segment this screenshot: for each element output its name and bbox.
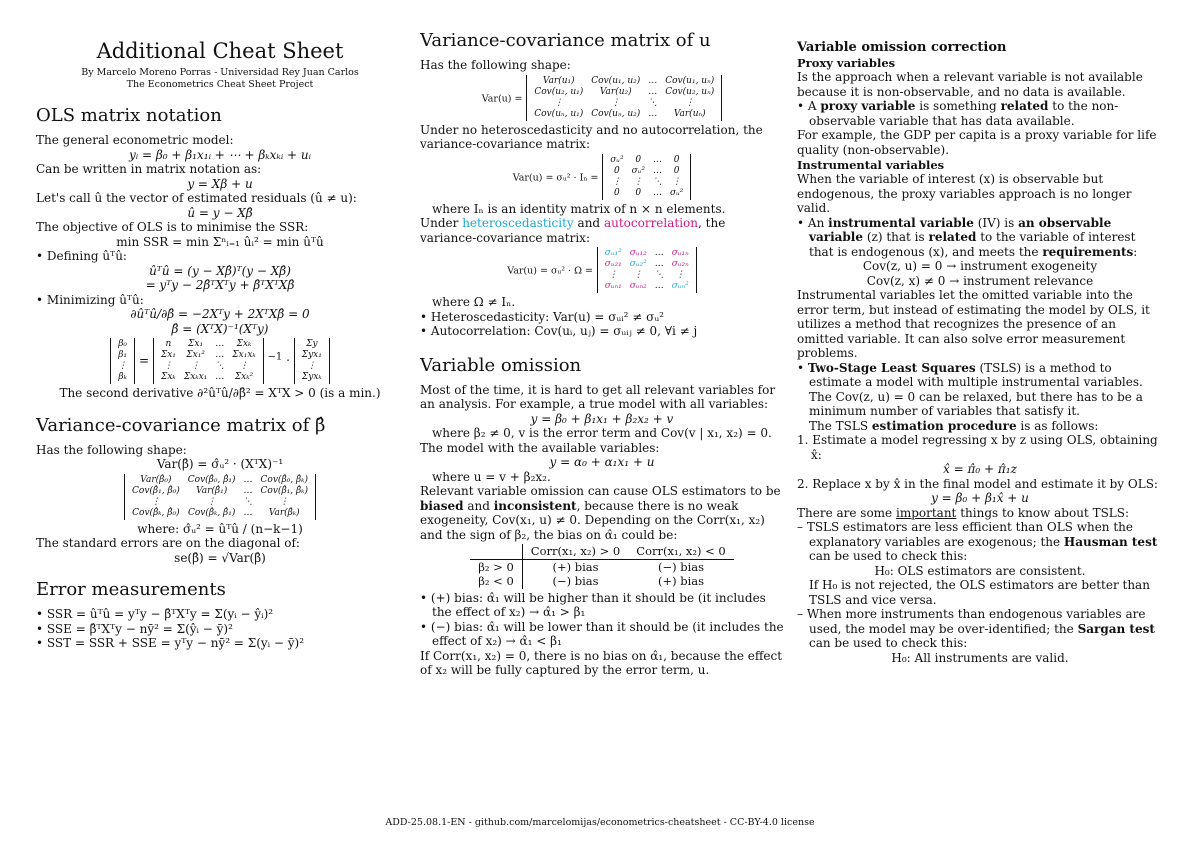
matrix-cell: ⋮ <box>207 496 217 507</box>
matrix-cell: … <box>243 474 253 485</box>
matrix-cell: σᵤ₂ₙ <box>671 259 689 269</box>
vcb-heading: Variance-covariance matrix of β̂ <box>36 414 326 436</box>
iv-h: requirements <box>1042 244 1134 259</box>
things-b: important <box>895 505 957 520</box>
matrix-cell: ⋮ <box>611 97 621 108</box>
matrix-cell: Var(β̂ₖ) <box>268 507 300 518</box>
bias-cell: (+) bias <box>657 574 705 588</box>
and-word: and <box>577 216 601 230</box>
matrix-cell: 0 <box>614 165 620 176</box>
vcu-matrix3-row <box>420 247 784 293</box>
matrix-cell: Σx₁ <box>160 350 176 360</box>
matrix-row <box>157 372 260 383</box>
matrix-cell: Var(uₙ) <box>673 108 706 119</box>
d2-b: Sargan test <box>1077 621 1155 636</box>
matrix-cell: Cov(β̂₀, β̂₁) <box>187 474 236 485</box>
matrix-cell: Cov(β̂₀, β̂ₖ) <box>260 474 308 485</box>
matrix-cell: Var(β̂₀) <box>140 474 172 485</box>
matrix-cell: … <box>215 339 225 349</box>
iv-f: related <box>928 230 977 244</box>
bias-table-corner <box>470 544 522 559</box>
auto-item-text: Autocorrelation: Cov(uᵢ, uⱼ) = σᵤᵢⱼ ≠ 0, ∀i ≠ j <box>430 324 698 338</box>
vcb-se-eq: se(β̂) = √Var(β̂) <box>174 550 266 565</box>
ols-second-derivative: The second derivative ∂²ûᵀû/∂β̂² = XᵀX > 0 (is a min.) <box>59 386 381 400</box>
matrix-cell: ⋮ <box>118 361 128 371</box>
matrix-cell: … <box>648 75 658 86</box>
err-item: • SSR = ûᵀû = yᵀy − β̂ᵀXᵀy = Σ(yᵢ − ŷᵢ)² <box>36 607 274 621</box>
d1-b: Hausman test <box>1063 534 1158 549</box>
matrix-cell: Σxₖ² <box>234 372 254 382</box>
sargan-item <box>797 607 1163 651</box>
matrix-cell: … <box>648 108 658 119</box>
matrix-row <box>606 188 687 199</box>
err-sse: SSE = β̂ᵀXᵀy − nȳ² = Σ(ŷᵢ − ȳ)² <box>46 621 233 636</box>
things <box>797 506 1163 521</box>
auto-item: • Autocorrelation: Cov(uᵢ, uⱼ) = σᵤᵢⱼ ≠ 0, ∀i ≠ j <box>420 324 698 338</box>
matrix-cell: Cov(uₙ, u₁) <box>534 108 584 119</box>
vo-p1: Most of the time, it is hard to get all relevant variables for an analysis. For example, a true model with all variables: <box>420 382 776 411</box>
matrix-cell: Var(β̂₁) <box>196 485 228 496</box>
vcu-lhs: Var(u) = <box>481 93 523 104</box>
matrix-cell: 0 <box>673 154 680 165</box>
matrix-row <box>298 339 326 350</box>
omega-matrix <box>597 247 697 293</box>
proxy-example: For example, the GDP per capita is a proxy variable for life quality (non-observable). <box>797 128 1157 157</box>
matrix-cell: ⋮ <box>307 361 317 371</box>
hausman-item <box>797 520 1163 564</box>
matrix-row <box>298 361 326 372</box>
iv-p2: Instrumental variables let the omitted variable into the error term, but instead of estimating the model by OLS, it utilizes a method that recognizes the presence of an omitted variable. It can also solve error measurement problems. <box>797 288 1150 360</box>
inverse-mark: −1 <box>267 351 283 363</box>
matrix-cell: σᵤ₁ₙ <box>671 248 689 258</box>
neg-bias-text: (−) bias: α̂₁ will be lower than it should be (it includes the effect of x₂) → α̂₁ < β₁ <box>430 619 784 648</box>
matrix-cell: Σxₖ <box>236 339 252 349</box>
ols-minimizing: • Minimizing ûᵀû: <box>36 292 144 307</box>
matrix-row <box>601 281 693 292</box>
step2-eq: y = β₀ + β₁x̂ + u <box>931 491 1029 505</box>
neg-bias-item: • (−) bias: α̂₁ will be lower than it should be (it includes the effect of x₂) → α̂₁ < β₁ <box>420 619 784 648</box>
matrix-cell: Cov(β̂ₖ, β̂₀) <box>132 507 180 518</box>
matrix-cell: β₀ <box>118 339 128 349</box>
matrix-cell: … <box>215 350 225 360</box>
matrix-cell: βₖ <box>118 372 127 382</box>
proxy-c: is something <box>919 99 997 113</box>
ols-beta-hat: β̂ = (XᵀX)⁻¹(Xᵀy) <box>171 321 269 336</box>
err-item: • SSE = β̂ᵀXᵀy − nȳ² = Σ(ŷᵢ − ȳ)² <box>36 621 233 636</box>
matrix-cell: ⋮ <box>279 496 289 507</box>
matrix-cell: ⋮ <box>554 97 564 108</box>
matrix-row <box>530 87 718 98</box>
matrix-row <box>530 98 718 109</box>
matrix-cell: σᵤ₂² <box>629 259 647 269</box>
matrix-cell: Σyx₁ <box>301 350 322 360</box>
tsls-a: Two-Stage Least Squares <box>807 360 976 375</box>
vcu-matrix-row <box>420 75 784 121</box>
matrix-row <box>530 76 718 87</box>
matrix-row <box>128 475 312 486</box>
vo-p2 <box>420 484 784 542</box>
iv-g: to the variable of interest that is endogenous (x), and meets the <box>809 230 1136 259</box>
ols-matrix-expansion <box>36 338 404 384</box>
voc-heading: Variable omission correction <box>797 40 1007 55</box>
matrix-cell: ⋮ <box>675 270 685 280</box>
matrix-cell: Cov(u₂, uₙ) <box>665 86 715 97</box>
ols-defining-text: Defining ûᵀû: <box>46 249 127 263</box>
matrix-row <box>601 270 693 281</box>
xtx-matrix <box>153 338 264 384</box>
ols-matrix-eq: y = Xβ + u <box>187 176 253 191</box>
matrix-cell: ⋮ <box>633 176 643 187</box>
matrix-row <box>157 339 260 350</box>
matrix-cell: σᵤ₂₁ <box>604 259 622 269</box>
ols-defining: • Defining ûᵀû: <box>36 249 127 263</box>
matrix-cell: ⋮ <box>163 361 173 371</box>
author-line: By Marcelo Moreno Porras - Universidad Rey Juan Carlos <box>81 67 359 78</box>
matrix-row <box>114 339 131 350</box>
matrix-cell: 0 <box>635 154 642 165</box>
tsls-proc-b: estimation procedure <box>871 418 1017 433</box>
vcu-where-in: where Iₙ is an identity matrix of n × n elements. <box>432 201 726 216</box>
het-item-text: Heteroscedasticity: Var(u) = σᵤᵢ² ≠ σᵤ² <box>430 309 664 324</box>
matrix-cell: Σy <box>306 339 318 349</box>
vcb-eq: Var(β̂) = σ̂ᵤ² · (XᵀX)⁻¹ <box>156 457 284 471</box>
xty-vector <box>294 338 330 384</box>
vcb-matrix <box>124 474 316 520</box>
vcu-no-het: Under no heteroscedasticity and no autocorrelation, the variance-covariance matrix: <box>420 122 763 151</box>
matrix-cell: Var(u₂) <box>599 86 632 97</box>
vo-avail-model: y = α₀ + α₁x₁ + u <box>549 455 655 469</box>
matrix-cell: ⋮ <box>608 270 618 280</box>
identity-matrix <box>602 154 691 200</box>
matrix-cell: … <box>654 248 664 258</box>
matrix-cell: ⋱ <box>243 496 253 507</box>
ols-can-write: Can be written in matrix notation as: <box>36 162 262 176</box>
ols-resid-text: Let's call û the vector of estimated residuals (û ≠ u): <box>36 191 357 205</box>
ols-intro: The general econometric model: <box>36 133 234 147</box>
matrix-cell: Cov(u₂, u₁) <box>534 86 584 97</box>
vo-where-v: where β₂ ≠ 0, v is the error term and Cov(v | x₁, x₂) = 0. <box>432 426 772 440</box>
proxy-a: A <box>807 99 817 113</box>
vo-true-model: y = β₀ + β₁x₁ + β₂x₂ + v <box>530 411 674 426</box>
matrix-cell: Σyxₖ <box>301 372 322 382</box>
iv-b: instrumental variable <box>828 215 974 230</box>
auto-term: autocorrelation <box>603 216 699 230</box>
vcu-lhs3: Var(u) = σᵤ² · Ω = <box>507 265 593 277</box>
tsls-proc-a: The TSLS <box>809 418 869 433</box>
footer: ADD-25.08.1-EN - github.com/marcelomijas/econometrics-cheatsheet - CC-BY-4.0 license <box>385 817 815 828</box>
ols-min-deriv: ∂ûᵀû/∂β̂ = −2Xᵀy + 2XᵀXβ̂ = 0 <box>130 307 310 321</box>
matrix-cell: Σx₁ <box>188 339 204 349</box>
bias-col-negative: Corr(x₁, x₂) < 0 <box>628 544 733 559</box>
matrix-cell: β₁ <box>118 350 128 360</box>
pos-bias-text: (+) bias: α̂₁ will be higher than it should be (it includes the effect of x₂) → α̂₁ > β₁ <box>430 590 766 619</box>
vcb-where: where: σ̂ᵤ² = ûᵀû / (n−k−1) <box>137 521 303 536</box>
matrix-cell: Cov(u₁, u₂) <box>591 75 641 86</box>
matrix-cell: σᵤ₁₂ <box>629 248 647 258</box>
ols-minimizing-text: Minimizing ûᵀû: <box>46 292 144 307</box>
matrix-row <box>157 361 260 372</box>
iv-heading: Instrumental variables <box>797 158 945 172</box>
under-word: Under <box>420 216 459 230</box>
d1-c: can be used to check this: <box>809 549 968 563</box>
matrix-cell: σᵤₙ² <box>671 281 689 291</box>
ols-objective: The objective of OLS is to minimise the SSR: <box>36 220 309 234</box>
bias-col-positive: Corr(x₁, x₂) > 0 <box>522 544 628 559</box>
vo-avail: The model with the available variables: <box>420 440 660 455</box>
matrix-cell: ⋮ <box>151 496 161 507</box>
ols-def-eq1: ûᵀû = (y − Xβ̂)ᵀ(y − Xβ̂) <box>149 263 291 278</box>
het-term: heteroscedasticity <box>462 216 574 230</box>
beta-vector <box>110 338 135 384</box>
bias-row-label: β₂ > 0 <box>470 559 522 574</box>
matrix-cell: Cov(β̂ₖ, β̂₁) <box>187 507 236 518</box>
iv-item: • An instrumental variable (IV) is an observable variable (z) that is related to the variable of interest that is endogenous (x), and meets the requirements: <box>797 215 1138 259</box>
matrix-cell: … <box>215 372 225 382</box>
dot-sign: · <box>286 353 294 368</box>
matrix-cell: Σx₁² <box>186 350 205 360</box>
vo-heading: Variable omission <box>420 354 582 376</box>
matrix-row <box>298 350 326 361</box>
matrix-cell: 0 <box>673 165 680 176</box>
matrix-cell: ⋱ <box>652 176 662 187</box>
vcb-matrix-row <box>36 474 404 520</box>
matrix-cell: σᵤₙ₁ <box>604 281 622 291</box>
proxy-item: • A proxy variable is something related to the non-observable variable that has data available. <box>797 99 1119 128</box>
matrix-cell: Cov(u₁, uₙ) <box>665 75 715 86</box>
err-heading: Error measurements <box>36 579 226 600</box>
matrix-cell: … <box>243 507 253 518</box>
pos-bias-item: • (+) bias: α̂₁ will be higher than it should be (it includes the effect of x₂) → α̂₁ > β₁ <box>420 590 766 619</box>
vo-and: and <box>467 498 490 513</box>
vcu-heading: Variance-covariance matrix of u <box>420 30 711 51</box>
het-item: • Heteroscedasticity: Var(u) = σᵤᵢ² ≠ σᵤ² <box>420 309 664 324</box>
table-row <box>470 574 733 589</box>
tsls-b: (TSLS) is a method to estimate a model with multiple instrumental variables. The Cov(z, u) = 0 can be relaxed, but there has to be a minimum number of variables that satisfy it. <box>809 360 1143 418</box>
ols-heading: OLS matrix notation <box>36 105 222 126</box>
step1-eq: x̂ = π̂₀ + π̂₁z <box>943 462 1017 476</box>
vcb-se-text: The standard errors are on the diagonal of: <box>36 536 300 550</box>
matrix-row <box>128 508 312 519</box>
iv-c: (IV) is <box>977 215 1015 230</box>
matrix-cell: ⋱ <box>654 270 664 280</box>
step1: 1. Estimate a model regressing x by z using OLS, obtaining x̂: <box>797 433 1158 462</box>
proxy-p: Is the approach when a relevant variable is not available because it is non-observable, and no data is available. <box>797 70 1143 99</box>
ols-resid-eq: û = y − Xβ̂ <box>187 205 253 220</box>
matrix-row <box>114 350 131 361</box>
equals-sign: = <box>138 353 153 368</box>
req2: Cov(z, x) ≠ 0 → instrument relevance <box>866 273 1094 288</box>
matrix-cell: … <box>654 281 664 291</box>
vc-suffix: , the variance-covariance matrix: <box>420 216 726 245</box>
matrix-cell: ⋮ <box>239 361 249 371</box>
matrix-cell: ⋮ <box>672 176 682 187</box>
column-2 <box>420 30 784 678</box>
bias-cell: (+) bias <box>552 559 599 574</box>
matrix-cell: Cov(β̂₁, β̂₀) <box>132 485 180 496</box>
matrix-row <box>606 166 687 177</box>
matrix-cell: σᵤ² <box>610 154 624 165</box>
matrix-row <box>114 372 131 383</box>
matrix-row <box>606 155 687 166</box>
vo-p3: If Corr(x₁, x₂) = 0, there is no bias on α̂₁, because the effect of x₂ will be fully captured by the error term, u. <box>420 648 783 677</box>
matrix-row <box>601 248 693 259</box>
iv-e: (z) that is <box>866 230 925 244</box>
matrix-row <box>128 497 312 508</box>
tsls-proc <box>797 419 1163 434</box>
matrix-cell: Σxₖx₁ <box>183 372 208 382</box>
ols-model-eq: yᵢ = β₀ + β₁x₁ᵢ + ⋯ + βₖxₖᵢ + uᵢ <box>128 147 312 162</box>
matrix-cell: σᵤₙ₂ <box>629 281 647 291</box>
tsls-proc-c: is as follows: <box>1020 418 1099 433</box>
bias-table-header <box>470 544 733 559</box>
iv-p: When the variable of interest (x) is observable but endogenous, the proxy variables approach is no longer valid. <box>797 172 1132 215</box>
matrix-cell: ⋮ <box>685 97 695 108</box>
matrix-cell: … <box>652 154 662 165</box>
matrix-cell: ⋱ <box>215 361 225 371</box>
matrix-cell: … <box>654 259 664 269</box>
vcu-where-omega: where Ω ≠ Iₙ. <box>432 295 516 309</box>
vo-p2-a: Relevant variable omission can cause OLS estimators to be <box>420 484 781 498</box>
matrix-cell: 0 <box>635 187 642 198</box>
ols-min-eq: min SSR = min Σⁿᵢ₌₁ ûᵢ² = min ûᵀû <box>116 234 324 249</box>
things-c: things to know about TSLS: <box>960 505 1130 520</box>
things-a: There are some <box>797 505 893 520</box>
vo-where-u: where u = v + β₂x₂. <box>432 469 551 484</box>
matrix-cell: ⋮ <box>633 270 643 280</box>
matrix-cell: σᵤ² <box>669 187 684 198</box>
h0-hausman: H₀: OLS estimators are consistent. <box>874 563 1086 578</box>
iv-d: an observable variable <box>809 215 1112 244</box>
matrix-cell: σᵤ₁² <box>604 248 622 258</box>
bias-cell: (−) bias <box>657 559 705 574</box>
vcu-matrix <box>526 75 722 121</box>
matrix-cell: n <box>165 339 172 349</box>
vcu-under <box>420 216 784 245</box>
column-3 <box>797 30 1163 665</box>
d2-c: can be used to check this: <box>809 636 968 650</box>
matrix-cell: Var(u₁) <box>542 75 575 86</box>
d1-a: – TSLS estimators are less efficient than OLS when the explanatory variables are exogenous; the <box>797 520 1134 549</box>
matrix-cell: Cov(β̂₁, β̂ₖ) <box>260 485 308 496</box>
inconsistent-word: inconsistent <box>493 498 577 513</box>
matrix-cell: 0 <box>614 187 620 198</box>
matrix-cell: Σx₁xₖ <box>232 350 256 360</box>
proxy-e: to the non-observable variable that has data available. <box>809 99 1119 128</box>
h0-sargan: H₀: All instruments are valid. <box>891 650 1069 665</box>
req1: Cov(z, u) = 0 → instrument exogeneity <box>862 259 1098 273</box>
page-title: Additional Cheat Sheet <box>96 39 344 63</box>
matrix-row <box>157 350 260 361</box>
ols-def-eq2: = yᵀy − 2β̂ᵀXᵀy + β̂ᵀXᵀXβ̂ <box>145 278 295 292</box>
err-item: • SST = SSR + SSE = yᵀy − nȳ² = Σ(yᵢ − ȳ)² <box>36 636 305 650</box>
matrix-cell: ⋮ <box>191 361 201 371</box>
matrix-cell: … <box>652 187 662 198</box>
matrix-cell: ⋮ <box>612 176 622 187</box>
matrix-row <box>601 259 693 270</box>
matrix-cell: Cov(uₙ, u₂) <box>591 108 641 119</box>
matrix-row <box>606 177 687 188</box>
matrix-cell: Σxₖ <box>160 372 176 382</box>
matrix-cell: … <box>652 165 662 176</box>
matrix-row <box>298 372 326 383</box>
proxy-heading: Proxy variables <box>797 56 896 70</box>
d1-d: If H₀ is not rejected, the OLS estimators are better than TSLS and vice versa. <box>809 578 1150 607</box>
tsls-item: • Two-Stage Least Squares (TSLS) is a method to estimate a model with multiple instrumental variables. The Cov(z, u) = 0 can be relaxed, but there has to be a minimum number of variables that satisfy it. <box>797 360 1143 418</box>
bias-cell: (−) bias <box>552 574 599 588</box>
err-sst: SST = SSR + SSE = yᵀy − nȳ² = Σ(yᵢ − ȳ)² <box>46 636 305 650</box>
d2-a: – When more instruments than endogenous variables are used, the model may be over-identified; the <box>797 607 1146 636</box>
matrix-cell: ⋱ <box>648 97 658 108</box>
vcb-has-shape: Has the following shape: <box>36 442 187 457</box>
err-ssr: SSR = ûᵀû = yᵀy − β̂ᵀXᵀy = Σ(yᵢ − ŷᵢ)² <box>46 607 274 621</box>
table-row <box>470 559 733 574</box>
matrix-row <box>530 109 718 120</box>
proxy-b: proxy variable <box>820 99 916 113</box>
vo-p2-b: , because there is no weak exogeneity, Cov(x₁, u) ≠ 0. Depending on the Corr(x₁, x₂) and the sign of β₂, the bias on α̂₁ could be: <box>420 498 765 542</box>
matrix-row <box>114 361 131 372</box>
iv-a: An <box>807 215 825 230</box>
matrix-cell: … <box>648 86 658 97</box>
vcu-lhs2: Var(u) = σᵤ² · Iₙ = <box>512 172 599 183</box>
vcu-matrix2-row <box>420 154 784 200</box>
bias-table <box>470 544 733 589</box>
biased-word: biased <box>420 498 464 513</box>
project-line: The Econometrics Cheat Sheet Project <box>126 79 314 90</box>
proxy-d: related <box>1000 99 1049 113</box>
step2: 2. Replace x by x̂ in the final model and estimate it by OLS: <box>797 476 1158 491</box>
column-1 <box>36 30 404 651</box>
vcu-has-shape: Has the following shape: <box>420 58 571 72</box>
matrix-cell: … <box>243 485 253 496</box>
bias-row-label: β₂ < 0 <box>470 574 522 589</box>
matrix-cell: σᵤ² <box>631 165 645 176</box>
matrix-row <box>128 486 312 497</box>
